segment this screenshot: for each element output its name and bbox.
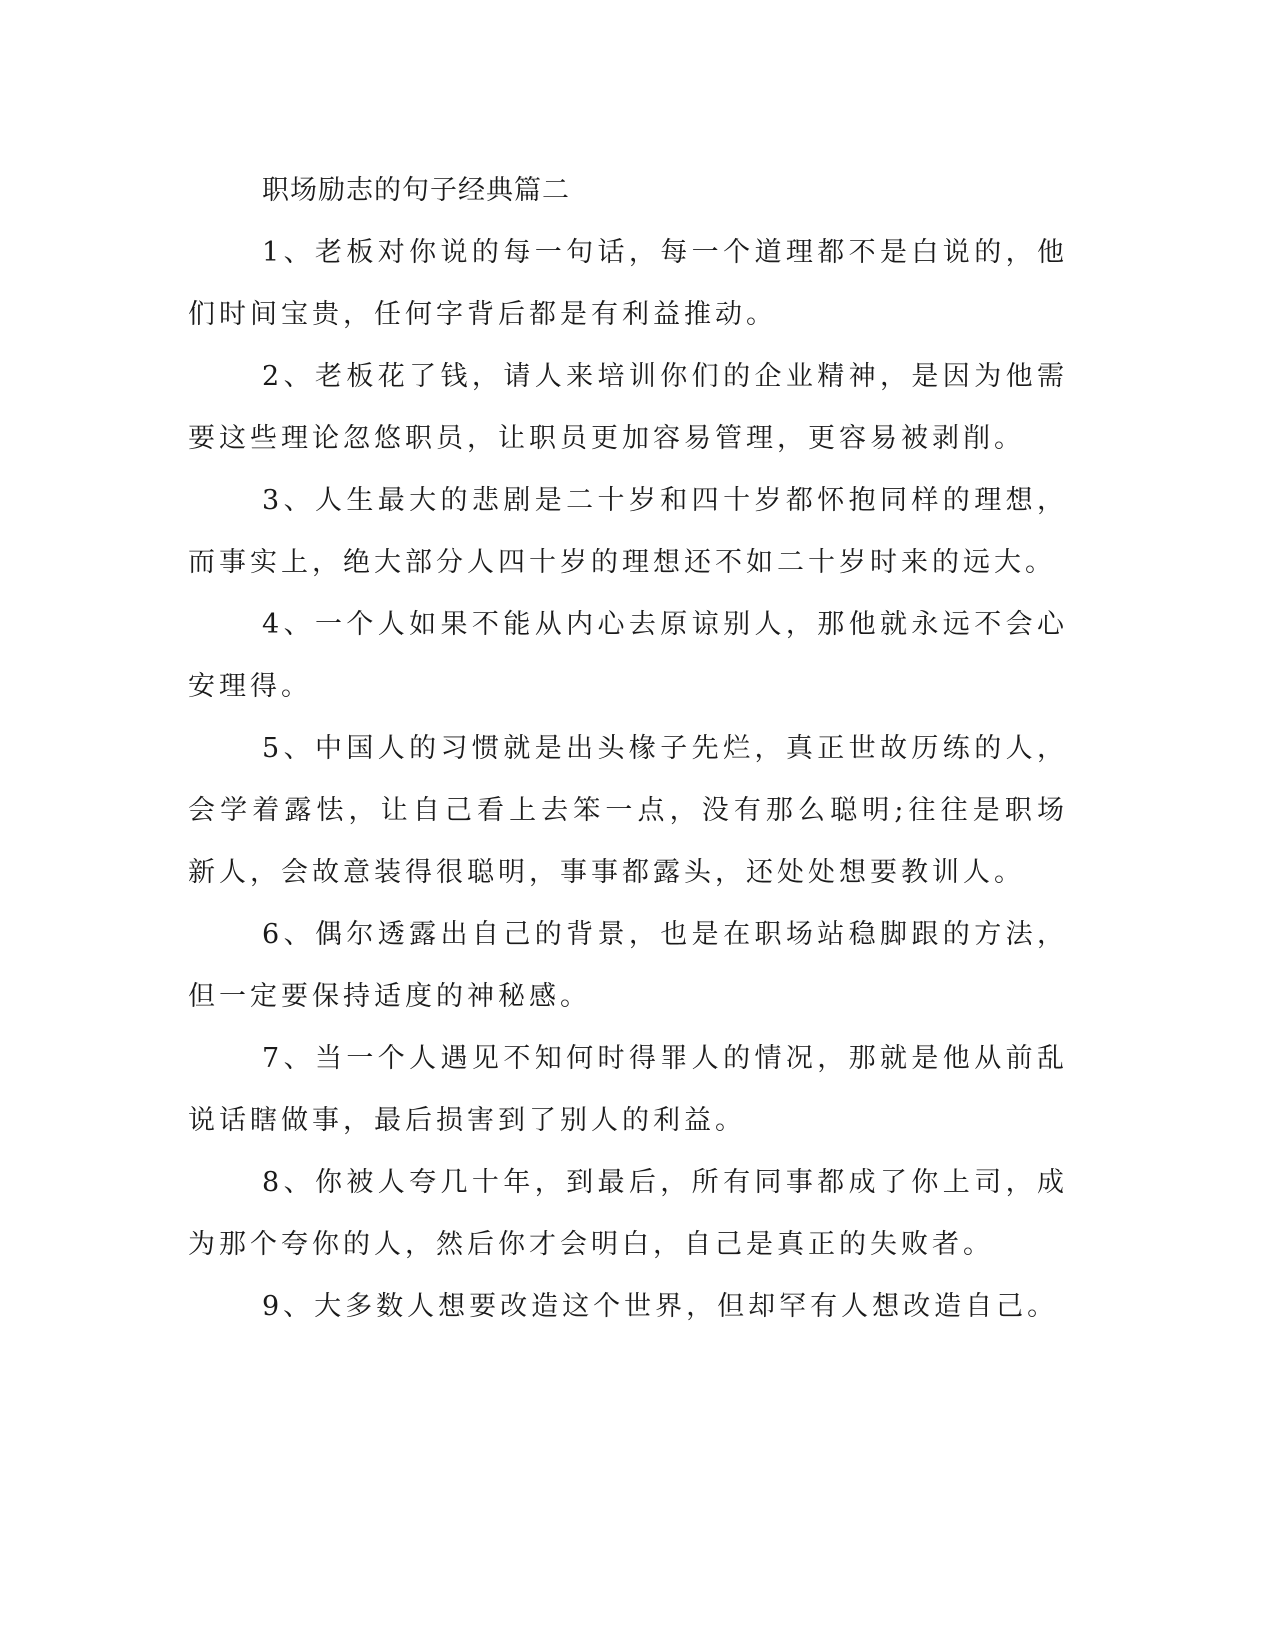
paragraph-4: 4、一个人如果不能从内心去原谅别人，那他就永远不会心安理得。	[188, 609, 1068, 702]
paragraph-3: 3、人生最大的悲剧是二十岁和四十岁都怀抱同样的理想，而事实上，绝大部分人四十岁的理想还不如二十岁时来的远大。	[188, 485, 1068, 578]
paragraph-9: 9、大多数人想要改造这个世界，但却罕有人想改造自己。	[262, 1291, 1059, 1322]
paragraph-7: 7、当一个人遇见不知何时得罪人的情况，那就是他从前乱说话瞎做事，最后损害到了别人的利益。	[188, 1043, 1068, 1136]
paragraph-1: 1、老板对你说的每一句话，每一个道理都不是白说的，他们时间宝贵，任何字背后都是有利益推动。	[188, 237, 1068, 330]
document-body	[188, 160, 1068, 1338]
paragraph-5: 5、中国人的习惯就是出头椽子先烂，真正世故历练的人，会学着露怯，让自己看上去笨一点，没有那么聪明;往往是职场新人，会故意装得很聪明，事事都露头，还处处想要教训人。	[188, 733, 1068, 888]
paragraph-6: 6、偶尔透露出自己的背景，也是在职场站稳脚跟的方法，但一定要保持适度的神秘感。	[188, 919, 1068, 1012]
paragraph-2: 2、老板花了钱，请人来培训你们的企业精神，是因为他需要这些理论忽悠职员，让职员更加容易管理，更容易被剥削。	[188, 361, 1068, 454]
document-title: 职场励志的句子经典篇二	[262, 175, 570, 206]
paragraph-8: 8、你被人夸几十年，到最后，所有同事都成了你上司，成为那个夸你的人，然后你才会明白，自己是真正的失败者。	[188, 1167, 1068, 1260]
